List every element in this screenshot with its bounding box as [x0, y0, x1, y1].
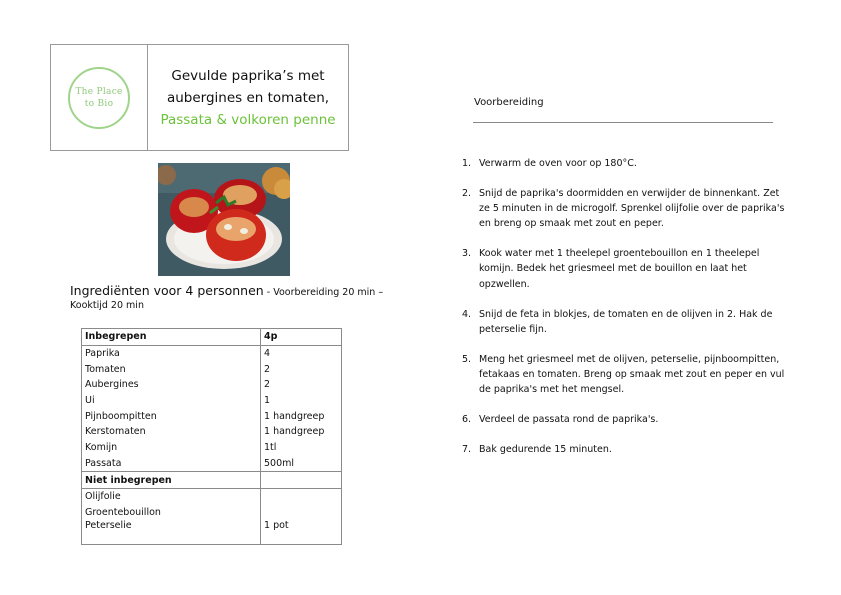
cook-time: Kooktijd 20 min — [70, 300, 144, 311]
ingredient-name-cell: Ui — [82, 393, 261, 409]
ingredient-name-cell: Groentebouillon — [82, 505, 261, 521]
prep-time: - Voorbereiding 20 min – — [263, 287, 384, 298]
ingredient-quantity-cell: 1 handgreep — [261, 424, 342, 440]
step-number: 6. — [462, 414, 472, 426]
step-item — [462, 156, 792, 171]
stuffed-peppers-photo — [158, 163, 290, 276]
step-text: Verwarm de oven voor op 180°C. — [479, 158, 637, 169]
recipe-header — [50, 44, 349, 151]
step-item — [462, 186, 792, 232]
table-row — [82, 345, 342, 361]
step-number: 1. — [462, 158, 472, 169]
step-text: Kook water met 1 theelepel groentebouillon en 1 theelepel komijn. Bedek het griesmeel met de bouillon en laat het opzwellen. — [479, 248, 760, 290]
title-line-1: Gevulde paprika’s met — [171, 67, 325, 84]
step-item — [462, 412, 792, 427]
ingredient-quantity-cell: 500ml — [261, 456, 342, 472]
ingredient-name-cell: Tomaten — [82, 361, 261, 377]
ingredient-quantity-cell: 4 — [261, 345, 342, 361]
ingredient-quantity-cell: 4p — [261, 329, 342, 346]
included-header-row — [82, 329, 342, 346]
ingredient-quantity-cell: 1 pot — [261, 520, 342, 545]
logo-cell — [51, 45, 148, 150]
ingredients-heading — [70, 282, 400, 302]
step-number: 5. — [462, 353, 472, 365]
table-row — [82, 424, 342, 440]
ingredient-quantity-cell: 1tl — [261, 440, 342, 456]
logo-line-1: The Place — [75, 86, 123, 97]
ingredient-quantity-cell: 2 — [261, 361, 342, 377]
step-item — [462, 246, 792, 292]
ingredients-table-body — [82, 329, 342, 545]
ingredient-quantity-cell: 1 handgreep — [261, 408, 342, 424]
ingredient-name-cell: Kerstomaten — [82, 424, 261, 440]
the-place-to-bio-logo — [68, 67, 130, 129]
ingredient-quantity-cell — [261, 488, 342, 504]
step-item — [462, 352, 792, 398]
ingredients-table — [81, 328, 342, 545]
step-text: Meng het griesmeel met de olijven, peterselie, pijnboompitten, fetakaas en tomaten. Breng op smaak met zout en peper en vul de paprika's met het mengsel. — [479, 353, 785, 396]
preparation-title: Voorbereiding — [474, 97, 544, 108]
ingredient-name-cell: Inbegrepen — [82, 329, 261, 346]
ingredient-name-cell: Niet inbegrepen — [82, 472, 261, 489]
title-line-3: Passata & volkoren penne — [160, 111, 336, 128]
step-number: 3. — [462, 248, 472, 260]
table-row — [82, 456, 342, 472]
ingredient-quantity-cell: 1 — [261, 393, 342, 409]
step-number: 2. — [462, 187, 472, 199]
ingredient-name-cell: Paprika — [82, 345, 261, 361]
ingredient-name-cell: Passata — [82, 456, 261, 472]
table-row — [82, 488, 342, 504]
ingredient-name-cell: Komijn — [82, 440, 261, 456]
ingredient-quantity-cell: 2 — [261, 377, 342, 393]
table-row — [82, 408, 342, 424]
table-row — [82, 440, 342, 456]
table-row — [82, 393, 342, 409]
ingredient-quantity-cell — [261, 472, 342, 489]
step-text: Bak gedurende 15 minuten. — [479, 443, 612, 455]
step-number: 4. — [462, 308, 472, 320]
logo-line-2: to Bio — [84, 98, 114, 109]
table-row — [82, 505, 342, 521]
ingredient-quantity-cell — [261, 505, 342, 521]
ingredient-name-cell: Pijnboompitten — [82, 408, 261, 424]
ingredient-name-cell: Aubergines — [82, 377, 261, 393]
table-row — [82, 520, 342, 545]
step-text: Verdeel de passata rond de paprika's. — [479, 414, 659, 426]
step-text: Snijd de feta in blokjes, de tomaten en de olijven in 2. Hak de peterselie fijn. — [479, 308, 773, 335]
step-text: Snijd de paprika's doormidden en verwijder de binnenkant. Zet ze 5 minuten in de microgolf. Sprenkel olijfolie over de paprika's en breng op smaak met zout en peper. — [479, 187, 785, 230]
ingredients-title: Ingrediënten voor 4 personnen — [70, 283, 264, 298]
title-line-2: aubergines en tomaten, — [166, 89, 330, 106]
preparation-divider — [473, 122, 773, 123]
recipe-title — [148, 45, 348, 150]
step-item — [462, 442, 792, 457]
table-row — [82, 361, 342, 377]
table-row — [82, 377, 342, 393]
step-number: 7. — [462, 443, 472, 455]
ingredient-name-cell: Olijfolie — [82, 488, 261, 504]
preparation-steps — [462, 156, 792, 472]
ingredient-name-cell: Peterselie — [82, 520, 261, 545]
not-included-header-row — [82, 472, 342, 489]
step-item — [462, 307, 792, 338]
